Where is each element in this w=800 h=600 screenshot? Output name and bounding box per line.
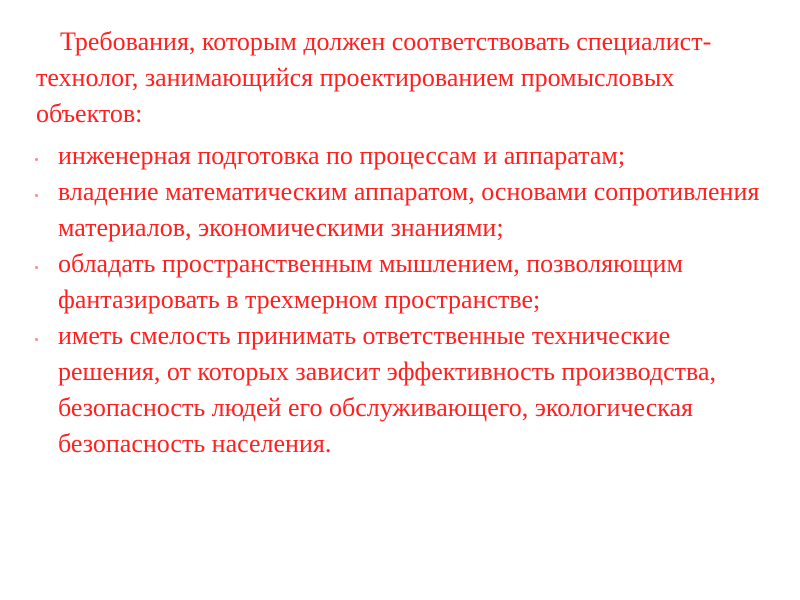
bullet-dot-icon — [35, 266, 38, 269]
list-item — [0, 174, 800, 246]
list-item — [0, 318, 800, 462]
bullet-dot-icon — [35, 338, 38, 341]
list-item-text: иметь смелость принимать ответственные технические решения, от которых зависит эффективность производства, безопасность людей его обслуживающего, экологическая безопасность населения. — [58, 321, 716, 458]
intro-paragraph: Требования, которым должен соответствовать специалист-технолог, занимающийся проектированием промысловых объектов: — [36, 27, 712, 128]
list-item-text: обладать пространственным мышлением, позволяющим фантазировать в трехмерном пространстве; — [58, 249, 683, 314]
bullet-dot-icon — [35, 158, 38, 161]
requirements-list — [0, 138, 800, 462]
list-item — [0, 138, 800, 174]
bullet-dot-icon — [35, 194, 38, 197]
list-item — [0, 246, 800, 318]
list-item-text: инженерная подготовка по процессам и аппаратам; — [58, 141, 626, 170]
list-item-text: владение математическим аппаратом, основами сопротивления материалов, экономическими знаниями; — [58, 177, 760, 242]
